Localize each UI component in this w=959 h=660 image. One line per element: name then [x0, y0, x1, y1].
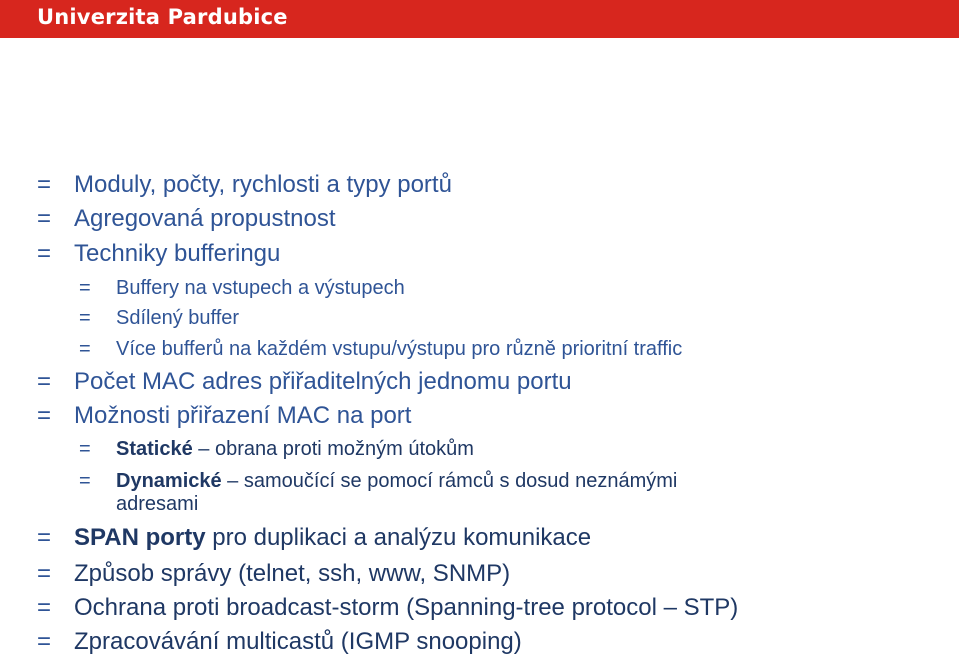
bullet-text: Buffery na vstupech a výstupech	[116, 277, 405, 299]
bullet-marker: =	[79, 438, 91, 460]
description: – samoučící se pomocí rámců s dosud neznámými	[221, 470, 678, 492]
bold-term: Statické	[116, 438, 193, 460]
bullet-text: Počet MAC adres přiřaditelných jednomu portu	[74, 368, 572, 395]
bullet-marker: =	[37, 594, 52, 621]
bullet-text: Agregovaná propustnost	[74, 205, 336, 232]
bullet-text: Sdílený buffer	[116, 307, 240, 329]
bullet-marker: =	[37, 524, 52, 551]
bullet-marker: =	[37, 560, 52, 587]
bullet-marker: =	[37, 205, 52, 232]
bullet-marker: =	[37, 402, 52, 429]
bold-term: SPAN porty	[74, 524, 206, 551]
description: pro duplikaci a analýzu komunikace	[205, 524, 592, 551]
university-logo-text: Univerzita Pardubice	[37, 5, 288, 29]
bullet-text: Moduly, počty, rychlosti a typy portů	[74, 171, 452, 198]
bullet-text: Možnosti přiřazení MAC na port	[74, 402, 412, 429]
bullet-text: Způsob správy (telnet, ssh, www, SNMP)	[74, 560, 511, 587]
bullet-text: Více bufferů na každém vstupu/výstupu pro různě prioritní traffic	[116, 338, 683, 360]
bullet-marker: =	[37, 368, 52, 395]
bullet-marker: =	[37, 171, 52, 198]
bullet-text-continued: adresami	[116, 493, 199, 515]
bullet-text	[116, 470, 677, 493]
bullet-text: Techniky bufferingu	[74, 240, 281, 267]
bullet-text	[74, 524, 591, 552]
bullet-text: Ochrana proti broadcast-storm (Spanning-tree protocol – STP)	[74, 594, 739, 621]
bullet-text: Zpracovávání multicastů (IGMP snooping)	[74, 628, 522, 655]
bullet-marker: =	[79, 470, 91, 492]
bullet-marker: =	[79, 338, 91, 360]
description: – obrana proti možným útokům	[192, 438, 474, 460]
bullet-marker: =	[37, 240, 52, 267]
bullet-marker: =	[79, 307, 91, 329]
bold-term: Dynamické	[116, 470, 222, 492]
bullet-marker: =	[37, 628, 52, 655]
bullet-marker: =	[79, 277, 91, 299]
bullet-text	[116, 438, 474, 461]
